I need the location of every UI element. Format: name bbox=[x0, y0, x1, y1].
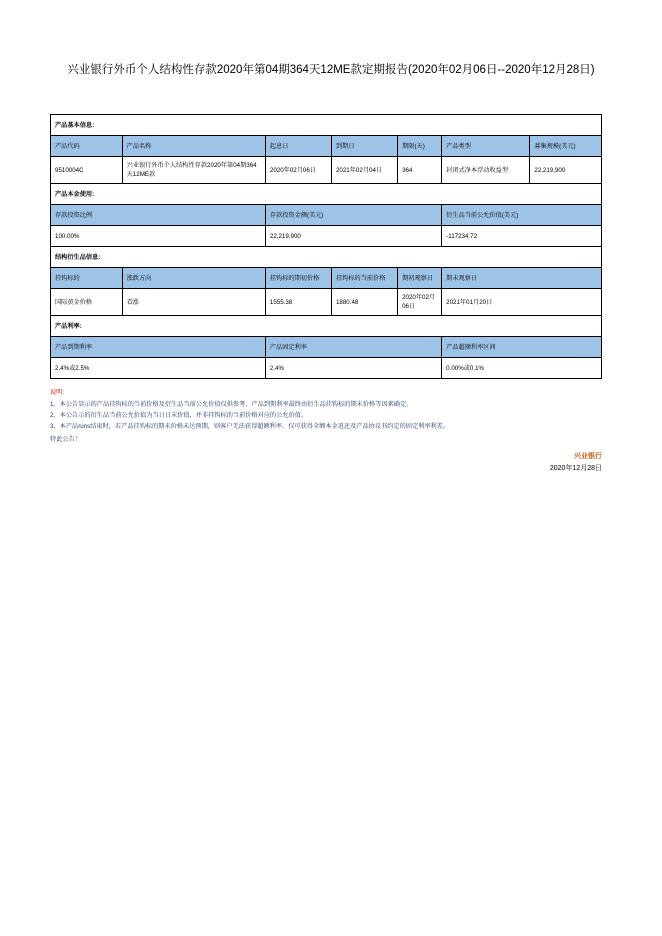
table-row bbox=[51, 157, 602, 184]
column-header: 产品到期利率 bbox=[51, 337, 266, 358]
cell-direction: 看涨 bbox=[122, 289, 265, 316]
cell-product-name: 兴业银行外币个人结构性存款2020年第04期364天12ME款 bbox=[122, 157, 265, 184]
report-tables bbox=[50, 114, 602, 379]
cell-maturity-rate: 2.4%或2.5% bbox=[51, 358, 266, 379]
column-header: 期末观察日 bbox=[442, 268, 602, 289]
cell-derivative-fair-value: -117234.72 bbox=[442, 226, 602, 247]
cell-maturity-date: 2021年02月04日 bbox=[331, 157, 397, 184]
section-heading-derivative: 结构衍生品信息: bbox=[51, 247, 602, 268]
table-header-row bbox=[51, 136, 602, 157]
table-section-header-row bbox=[51, 316, 602, 337]
notes-block bbox=[50, 387, 602, 445]
cell-underlying: 国际黄金价格 bbox=[51, 289, 123, 316]
column-header: 期限(天) bbox=[398, 136, 442, 157]
note-line: 3、本产品runs结束时，若产品挂钩标的期末价格未达预期，则客户无法获得超额利率，仅可获得全额本金返还及产品协议书约定的固定利率利差。 bbox=[50, 423, 450, 430]
signature-name: 兴业银行 bbox=[574, 453, 602, 460]
cell-raised-scale: 22,219,900 bbox=[530, 157, 602, 184]
column-header: 存款投资金额(美元) bbox=[265, 205, 441, 226]
notes-heading: 说明: bbox=[50, 389, 65, 396]
column-header: 挂钩标的 bbox=[51, 268, 123, 289]
cell-start-date: 2020年02月06日 bbox=[265, 157, 331, 184]
cell-term-days: 364 bbox=[398, 157, 442, 184]
table-section-header-row bbox=[51, 115, 602, 136]
table-row bbox=[51, 358, 602, 379]
note-line: 1、本公告显示的产品挂钩标的当前价格及衍生品当前公允价值仅供参考，产品到期利率最终由衍生品挂钩标的期末价格等因素确定。 bbox=[50, 401, 413, 408]
column-header: 到期日 bbox=[331, 136, 397, 157]
section-heading-basic: 产品基本信息: bbox=[51, 115, 602, 136]
cell-deposit-amount: 22,219,900 bbox=[265, 226, 441, 247]
column-header: 产品固定利率 bbox=[265, 337, 441, 358]
column-header: 挂钩标的期初价格 bbox=[265, 268, 331, 289]
note-closing: 特此公告！ bbox=[50, 436, 81, 443]
table-section-header-row bbox=[51, 247, 602, 268]
section-heading-principal: 产品本金使用: bbox=[51, 184, 602, 205]
cell-product-type: 封闭式净本浮动收益型 bbox=[442, 157, 530, 184]
table-header-row bbox=[51, 205, 602, 226]
table-section-header-row bbox=[51, 184, 602, 205]
note-line: 2、本公告示的衍生品当前公允价值为当日日末价值，并非挂钩标的当前价格对应的公允价值。 bbox=[50, 412, 308, 419]
cell-excess-rate-range: 0.00%或0.1% bbox=[442, 358, 602, 379]
column-header: 起息日 bbox=[265, 136, 331, 157]
column-header: 募集规模(美元) bbox=[530, 136, 602, 157]
column-header: 产品超额利率区间 bbox=[442, 337, 602, 358]
column-header: 产品类型 bbox=[442, 136, 530, 157]
cell-current-price: 1880.48 bbox=[331, 289, 397, 316]
table-row bbox=[51, 289, 602, 316]
table-header-row bbox=[51, 268, 602, 289]
cell-initial-observation-date: 2020年02月06日 bbox=[398, 289, 442, 316]
cell-initial-price: 1555.38 bbox=[265, 289, 331, 316]
signature-date: 2020年12月28日 bbox=[549, 465, 602, 472]
cell-fixed-rate: 2.4% bbox=[265, 358, 441, 379]
signature-block bbox=[50, 451, 602, 475]
column-header: 期初观察日 bbox=[398, 268, 442, 289]
table-row bbox=[51, 226, 602, 247]
product-basic-table bbox=[50, 114, 602, 379]
cell-deposit-ratio: 100.00% bbox=[51, 226, 266, 247]
column-header: 存款投资比例 bbox=[51, 205, 266, 226]
column-header: 涨跌方向 bbox=[122, 268, 265, 289]
column-header: 衍生品当前公允价值(美元) bbox=[442, 205, 602, 226]
section-heading-rates: 产品利率: bbox=[51, 316, 602, 337]
column-header: 挂钩标的当前价格 bbox=[331, 268, 397, 289]
column-header: 产品名称 bbox=[122, 136, 265, 157]
column-header: 产品代码 bbox=[51, 136, 123, 157]
cell-final-observation-date: 2021年01月20日 bbox=[442, 289, 602, 316]
page-title: 兴业银行外币个人结构性存款2020年第04期364天12ME款定期报告(2020年02月06日--2020年12月28日) bbox=[67, 64, 595, 76]
cell-product-code: 9510004C bbox=[51, 157, 123, 184]
table-header-row bbox=[51, 337, 602, 358]
